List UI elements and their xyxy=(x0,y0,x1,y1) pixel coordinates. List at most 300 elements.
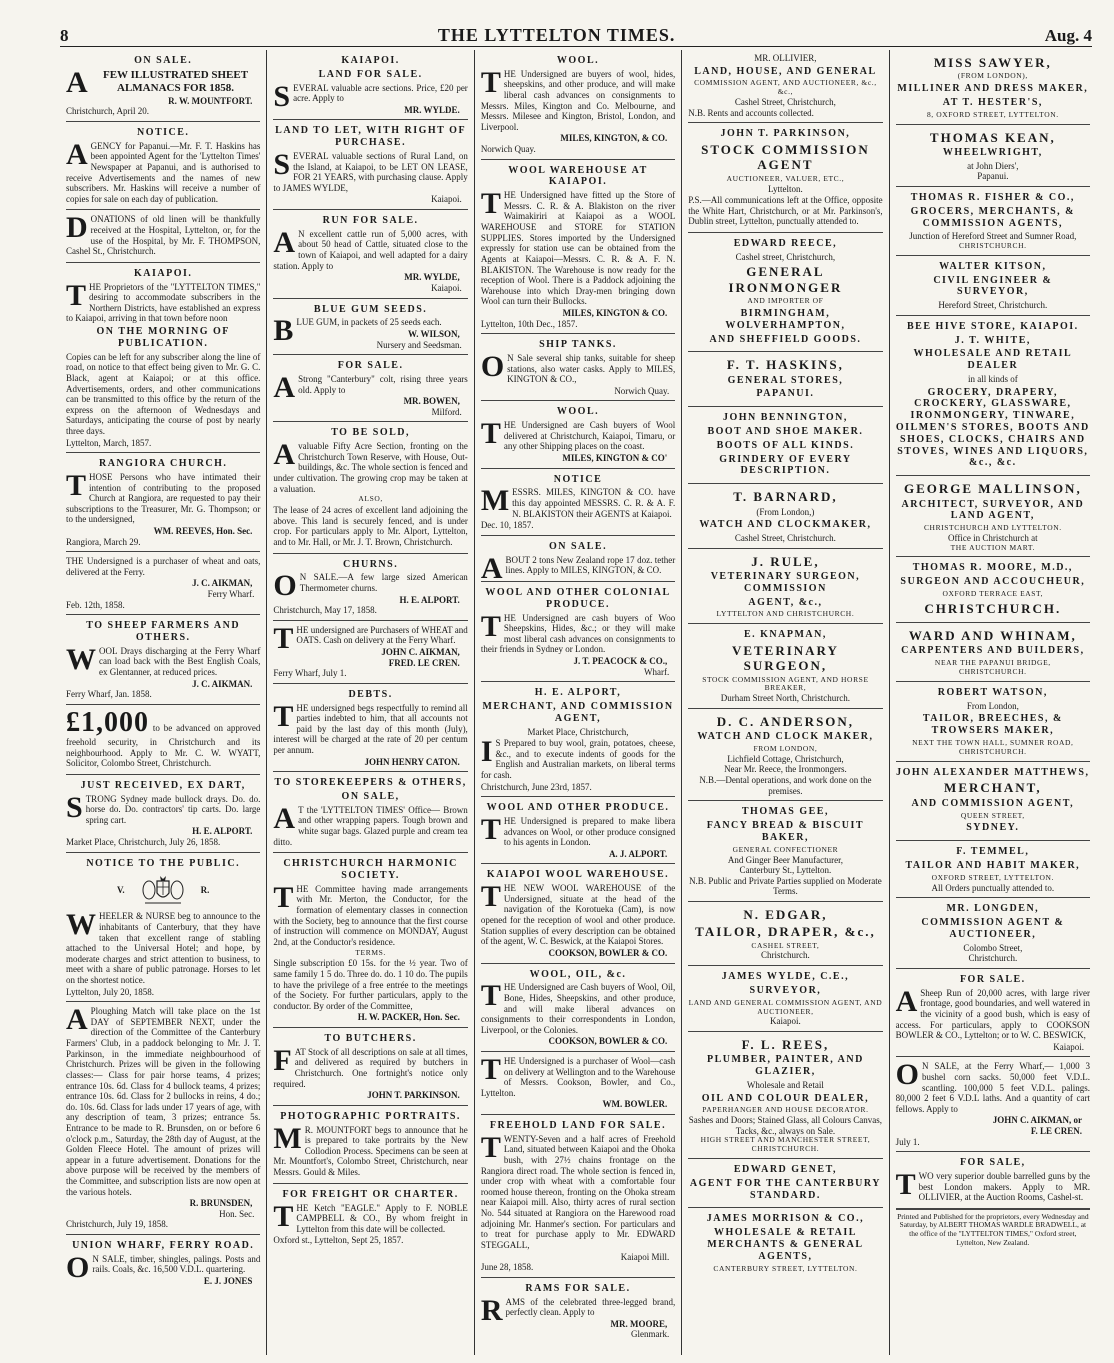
ad-signature: COOKSON, BOWLER & CO. xyxy=(548,1036,668,1047)
ad-date: Lyttelton, 10th Dec., 1857. xyxy=(480,318,578,329)
card-line: Christchurch. xyxy=(761,950,810,961)
ad-signature-title: Hon. Sec. xyxy=(219,1208,255,1219)
ad-signature-2: F. LE CREN. xyxy=(1030,1125,1083,1136)
card-line: WARD AND WHINAM, xyxy=(908,628,1077,644)
card-line: N.B. Rents and accounts collected. xyxy=(688,107,814,118)
card-line: SURVEYOR, xyxy=(749,984,822,996)
card-line: WALTER KITSON, xyxy=(939,260,1047,272)
ad-debts xyxy=(273,684,467,772)
card-line: F. L. REES, xyxy=(741,1036,830,1052)
card-line: GROCERS, MERCHANTS, & COMMISSION AGENTS, xyxy=(910,205,1075,229)
card-line: Wholesale and Retail xyxy=(746,1079,824,1090)
card-line: E. KNAPMAN, xyxy=(743,629,827,641)
card-knapman xyxy=(688,624,882,709)
ad-body: RAMS of the celebrated three-legged brand, perfectly clean. Apply to xyxy=(480,1293,676,1327)
ad-body: STRONG Sydney made bullock drays. Do. do. horse do. Do. contractors' tip carts. Do. large spring cart. xyxy=(66,790,261,825)
card-line: T. BARNARD, xyxy=(733,489,838,505)
card-gee xyxy=(688,801,882,902)
ad-heading: FOR SALE. xyxy=(959,973,1026,985)
ad-subheading: ON THE MORNING OF PUBLICATION. xyxy=(96,326,230,349)
ad-to-be-sold xyxy=(273,422,467,553)
ad-kaiapoi-wool-warehouse xyxy=(481,864,675,963)
ad-freehold-land xyxy=(481,1115,675,1278)
ad-signature: MR. BOWEN, xyxy=(403,396,460,407)
card-line: THOMAS GEE, xyxy=(741,806,829,818)
card-bennington xyxy=(688,407,882,484)
issue-date: Aug. 4 xyxy=(1044,26,1092,45)
ad-body: ON Sale several ship tanks, suitable for sheep stations, also water casks. Apply to MILES, KINGTON & CO., xyxy=(480,349,676,385)
card-anderson xyxy=(688,709,882,801)
ad-signature-place: Kaiapoi Mill. xyxy=(620,1251,670,1262)
printer-imprint: Printed and Published for the proprietors, every Wednesday and Saturday, by ALBERT THOMAS WARDLE BRADWELL, at the office of the "LYTTELTON TIMES," Oxford street, Lyttelton, New Zealand. xyxy=(896,1209,1090,1248)
ad-heading: KAIAPOI. xyxy=(341,55,400,66)
ad-wool xyxy=(481,50,675,160)
card-line: CIVIL ENGINEER & SURVEYOR, xyxy=(933,274,1053,298)
card-line: THOMAS R. MOORE, M.D., xyxy=(912,562,1073,574)
card-line: Junction of Hereford Street and Sumner Road, xyxy=(909,231,1077,242)
card-line: in all kinds of xyxy=(967,373,1018,384)
card-line: Colombo Street, xyxy=(963,942,1023,953)
card-line: SYDNEY. xyxy=(966,822,1020,834)
card-line: STOCK COMMISSION AGENT xyxy=(701,142,870,173)
card-kitson xyxy=(896,256,1090,316)
card-wylde xyxy=(688,966,882,1032)
ad-freight xyxy=(273,1184,467,1250)
ad-body: WOOL Drays discharging at the Ferry Wharf can load back with the Best English Coals, ex Glentanner, at reduced prices. xyxy=(66,642,261,678)
card-sawyer xyxy=(896,50,1090,125)
ad-date: July 1. xyxy=(895,1136,920,1147)
ad-heading: NOTICE xyxy=(553,473,603,485)
ad-body: DONATIONS of old linen will be thankfully received at the Hospital, Lyttelton, or, for the use of the Hospital, by Mr. F. THOMPSON, Cashel St., Christchurch. xyxy=(66,211,261,257)
card-line: From London, xyxy=(966,700,1019,711)
card-line: FROM LONDON, xyxy=(753,744,818,754)
ad-body: TWENTY-Seven and a half acres of Freehold Land, situated between Kaiapoi and the Ohoka bush, with 27½ chains frontage on the Rangiora direct road. The whole section is fenced in, under crop with wheat with a comfortable four roomed house thereon, fronting on the Ohoka stream near Kaiapoi mill. Also, thirty acres of rural section No. 544 situated at Rangiora on the Harewood road adjoining Mr. Hanmer's section. For particulars and to treat for purchase apply to Mr. EDWARD STEGGALL, xyxy=(480,1130,676,1250)
ad-body: THE Undersigned have fitted up the Store of Messrs. C. R. & A. Blakiston on the river Waimakiriri at Kaiapoi as a WOOL WAREHOUSE and STORE for STATION SUPPLIES. Stores imported by the Undersigned expressly for station use can be obtained from the Agents at Kaiapoi—Messrs. C. R. & A. F. N. BLAKISTON. The Warehouse is now ready for the reception of Wool. There is a Paddock adjoining the Warehouse into which Dray-men bringing down Wool can turn their Bullocks. xyxy=(480,187,676,307)
card-line: BIRMINGHAM, WOLVERHAMPTON, xyxy=(725,307,846,331)
card-line: EDWARD GENET, xyxy=(733,1164,838,1176)
card-longden xyxy=(896,898,1090,969)
column-1 xyxy=(60,50,267,1355)
ad-heading: TO SHEEP FARMERS AND OTHERS. xyxy=(86,620,241,644)
ad-heading: SHIP TANKS. xyxy=(539,339,617,351)
column-5 xyxy=(890,50,1096,1355)
ad-body: THE Undersigned is a purchaser of wheat and oats, delivered at the Ferry. xyxy=(66,556,261,577)
ad-body: ON SALE, timber, shingles, palings. Posts and rails. Coals, &c. 16,500 V.D.L. quartering. xyxy=(66,1250,261,1284)
ad-heading: LAND TO LET, WITH RIGHT OF PURCHASE. xyxy=(275,125,467,149)
card-line: Lichfield Cottage, Christchurch, xyxy=(727,753,844,764)
card-line: COMMISSION AGENT & AUCTIONEER, xyxy=(921,917,1065,940)
ad-body: THE Undersigned is prepared to make libera advances on Wool, or other produce consigned to his agents in London. xyxy=(480,813,676,848)
ad-heading: CHURNS. xyxy=(342,558,399,570)
ad-donations xyxy=(66,210,260,262)
ad-date: Norwich Quay. xyxy=(480,144,536,155)
card-line: CANTERBURY STREET, LYTTELTON. xyxy=(713,1263,858,1273)
card-line: GENERAL CONFECTIONER xyxy=(732,844,839,854)
card-line: THOMAS KEAN, xyxy=(929,129,1056,145)
ad-body: THE Ketch "EAGLE." Apply to F. NOBLE CAMPBELL & CO., By whom freight in Lyttelton from this date will be collected. xyxy=(273,1199,468,1234)
card-line: MILLINER AND DRESS MAKER, xyxy=(897,83,1089,95)
card-line: SURGEON AND ACCOUCHEUR, xyxy=(900,576,1086,588)
ad-heading: RUN FOR SALE. xyxy=(322,215,419,227)
loan-amount: £1,000 xyxy=(66,706,149,738)
ad-body: Avaluable Fifty Acre Section, fronting on the Christchurch Town Reserve, with House, Out-buildings, &c. The whole section is fenced and under cultivation. The growing crop may be taken at a valuation. xyxy=(273,438,468,494)
card-line: And Ginger Beer Manufacturer, xyxy=(727,854,843,865)
ad-sheep-run xyxy=(896,969,1090,1057)
ad-subheading: LAND FOR SALE. xyxy=(318,68,423,80)
ad-body: IS Prepared to buy wool, grain, potatoes, cheese, &c., and to execute indents of goods for the English and Australian markets, on liberal terms for cash. xyxy=(480,735,676,780)
ad-colonial-produce xyxy=(481,582,675,682)
ad-date: Christchurch, June 23rd, 1857. xyxy=(480,781,592,792)
card-line: TAILOR, DRAPER, &c., xyxy=(695,924,876,940)
ad-signature: MILES, KINGTON & CO' xyxy=(562,453,668,464)
ad-heading: WOOL, OIL, &c. xyxy=(529,968,627,980)
card-line: COMMISSION AGENT, AND AUCTIONEER, &c., &c., xyxy=(694,78,877,97)
ad-date: June 28, 1858. xyxy=(480,1262,534,1273)
ad-body: Single subscription £0 15s. for the ½ year. Two of same family 1 5 do. Three do. do. 1 10 do. The pupils to have the privilege of a free entrée to the meetings of the Society. For further particulars, apply to the conductor. By order of the Committee, xyxy=(273,958,468,1011)
ad-notice-agents xyxy=(481,469,675,536)
ad-wheat-and-oats xyxy=(273,621,467,684)
card-line: WATCH AND CLOCK MAKER, xyxy=(697,731,874,743)
card-line: OXFORD STREET, LYTTELTON. xyxy=(931,872,1055,882)
card-line: JAMES WYLDE, C.E., xyxy=(721,971,850,983)
card-moore xyxy=(896,557,1090,623)
card-line: THE AUCTION MART. xyxy=(950,542,1036,552)
card-line: JOHN BENNINGTON, xyxy=(722,412,848,424)
card-line: CHRISTCHURCH AND LYTTELTON. xyxy=(923,523,1062,533)
card-line: PAPERHANGER AND HOUSE DECORATOR. xyxy=(702,1105,869,1115)
card-line: (From London,) xyxy=(756,506,815,517)
ad-wool-2 xyxy=(481,401,675,468)
ad-signature: JOHN C. AIKMAN, or xyxy=(992,1115,1083,1126)
ad-body: THE NEW WOOL WAREHOUSE of the Undersigned, situate at the head of the navigation of the Korotueka (Cam), is now opened for the reception of wool and other produce. Station supplies of every description can be obtained of the agent, W. C. Beswick, at the Kaiapoi Stores. xyxy=(480,880,676,947)
ad-subheading: ON SALE, xyxy=(341,791,400,803)
card-line: THOMAS R. FISHER & CO., xyxy=(910,191,1075,203)
ad-signature: WM. REEVES, Hon. Sec. xyxy=(153,526,253,536)
ad-heading: NOTICE. xyxy=(136,126,190,138)
ad-heading: TO STOREKEEPERS & OTHERS, xyxy=(274,777,467,789)
card-line: Durham Street North, Christchurch. xyxy=(720,693,851,704)
ad-signature-place: Ferry Wharf. xyxy=(207,589,255,600)
card-line: VETERINARY SURGEON, xyxy=(731,642,839,674)
ad-heading: NOTICE TO THE PUBLIC. xyxy=(86,857,241,869)
card-line: Cashel Street, Christchurch, xyxy=(734,97,836,108)
ad-dart xyxy=(66,775,260,853)
card-line: HIGH STREET AND MANCHESTER STREET, CHRISTCHURCH. xyxy=(700,1135,871,1154)
ad-body: SEVERAL valuable acre sections. Price, £20 per acre. Apply to xyxy=(273,79,468,113)
card-line: All Orders punctually attended to. xyxy=(931,882,1055,893)
ad-run-for-sale xyxy=(273,210,467,298)
ad-date: Rangiora, March 29. xyxy=(66,536,141,547)
ad-signature-title: Nursery and Seedsman. xyxy=(376,339,462,350)
ad-ploughing-match xyxy=(66,1002,260,1235)
ad-body: AGENCY for Papanui.—Mr. F. T. Haskins has been appointed Agent for the 'Lyttelton Times' Newspaper at Papanui, and is authorised to receive Advertisements and the names of new subscribers. Mr. Haskins will receive a number of copies for sale on each day of publication. xyxy=(66,137,261,204)
ad-heading: RANGIORA CHURCH. xyxy=(98,458,228,470)
ad-date: Feb. 12th, 1858. xyxy=(66,599,125,610)
ad-churns xyxy=(273,554,467,621)
card-line: CHRISTCHURCH. xyxy=(924,600,1062,616)
ad-body: WHEELER & NURSE beg to announce to the inhabitants of Canterbury, that they have taken that excellent range of stabling attached to the Universal Hotel; and hope, by moderate charges and strict attention to business, to meet with a share of public patronage. Horses to let on the shortest notice. xyxy=(66,908,261,986)
ad-almanacs xyxy=(66,50,260,122)
ad-signature: J. T. PEACOCK & CO., xyxy=(573,655,668,666)
ad-signature-place: Kaiapoi. xyxy=(431,194,462,205)
ad-bowler xyxy=(481,1052,675,1115)
ad-heading: WOOL AND OTHER PRODUCE. xyxy=(486,802,670,814)
columns xyxy=(60,50,1096,1355)
ad-body: THOSE Persons who have intimated their intention of contributing to the proposed Church at Rangiora, are requested to pay their subscriptions to the Treasurer, Mr. G. Thompson; or to the undersigned, xyxy=(66,468,261,525)
ad-other-produce xyxy=(481,797,675,864)
ad-body: MR. MOUNTFORT begs to announce that he is prepared to take portraits by the New Collodion Process. Specimens can be seen at Mr. Mountfort's, Colombo Street, Christchurch, near Messrs. Gould & Miles. xyxy=(273,1121,468,1178)
ad-heading: RAMS FOR SALE. xyxy=(525,1282,631,1294)
card-line: QUEEN STREET, xyxy=(960,810,1025,820)
ad-heading: PHOTOGRAPHIC PORTRAITS. xyxy=(280,1110,461,1122)
ad-date: Christchurch, May 17, 1858. xyxy=(273,605,377,616)
masthead xyxy=(60,22,1092,47)
card-line: ARCHITECT, SURVEYOR, AND LAND AGENT, xyxy=(901,498,1085,522)
card-line: EDWARD REECE, xyxy=(733,238,838,250)
card-line: MISS SAWYER, xyxy=(933,55,1052,70)
ad-heading: BLUE GUM SEEDS. xyxy=(313,303,428,315)
ad-signature: JOHN HENRY CATON. xyxy=(364,756,460,767)
royal-crest xyxy=(66,873,260,907)
ad-heading: WOOL AND OTHER COLONIAL PRODUCE. xyxy=(485,586,671,610)
ad-signature: H. E. ALPORT. xyxy=(192,826,253,837)
ad-body: ON SALE.—A few large sized American Thermometer churns. xyxy=(273,569,468,603)
card-line: WHOLESALE AND RETAIL DEALER xyxy=(913,348,1073,372)
card-line: 8, OXFORD STREET, LYTTELTON. xyxy=(926,109,1059,119)
ad-signature: WM. BOWLER. xyxy=(602,1099,668,1110)
ad-photographic xyxy=(273,1106,467,1184)
ad-body: AN excellent cattle run of 5,000 acres, with about 50 head of Cattle, situated close to the town of Kaiapoi, and well adapted for a dairy station. Apply to xyxy=(273,225,468,271)
ad-heading: WOOL WAREHOUSE AT KAIAPOI. xyxy=(508,164,648,188)
card-line: CHRISTCHURCH. xyxy=(959,667,1027,677)
ad-signature: W. WILSON, xyxy=(408,328,460,339)
ad-address: Market Place, Christchurch, xyxy=(527,726,629,737)
card-line: GEORGE MALLINSON, xyxy=(903,481,1082,497)
card-line: N. EDGAR, xyxy=(743,906,828,922)
ad-signature: R. W. MOUNTFORT. xyxy=(168,95,253,106)
ad-body: MESSRS. MILES, KINGTON & CO. have this day appointed MESSRS. C. R. & A. F. N. BLAKISTON their AGENTS at Kaiapoi. xyxy=(480,484,676,519)
ad-land-to-let xyxy=(273,120,467,210)
ad-date: Oxford st., Lyttelton, Sept 25, 1857. xyxy=(273,1235,404,1246)
card-bee-hive xyxy=(896,316,1090,476)
royal-arms-icon xyxy=(141,873,185,907)
ad-signature: MR. MOORE, xyxy=(610,1318,668,1329)
ad-signature-place: Kaiapoi. xyxy=(1053,1041,1085,1052)
ad-subheading: MERCHANT, AND COMMISSION AGENT, xyxy=(482,700,674,724)
ad-body: ABOUT 2 tons New Zealand rope 17 doz. tether lines. Apply to MILES, KINGTON, & CO. xyxy=(480,551,676,585)
card-line: BOOT AND SHOE MAKER. xyxy=(707,426,864,438)
card-genet xyxy=(688,1159,882,1208)
ad-body: THE undersigned begs respectfully to remind all parties indebted to him, that all accounts not paid by the last day of this month (July), interest will be charged at the rate of 20 per centum per annum. xyxy=(273,699,468,756)
ad-date: Ferry Wharf, July 1. xyxy=(273,668,347,679)
ad-union-wharf xyxy=(66,1235,260,1291)
card-line: at John Diers', xyxy=(967,160,1019,171)
card-line: Christchurch. xyxy=(968,953,1018,964)
ad-body: AFEW ILLUSTRATED SHEET ALMANACS FOR 1858. xyxy=(66,65,249,99)
card-reece xyxy=(688,233,882,352)
card-line: Kaiapoi. xyxy=(770,1016,801,1027)
card-line: PAPANUI. xyxy=(756,388,815,400)
card-line: LAND AND GENERAL COMMISSION AGENT, AND AUCTIONEER, xyxy=(688,997,883,1016)
ad-body: THE Undersigned are Cash buyers of Wool delivered at Christchurch, Kaiapoi, Timaru, or any other Shipping places on the coast. xyxy=(480,417,676,452)
ad-body: THE Proprietors of the "LYTTELTON TIMES," desiring to accommodate subscribers in the Northern Districts, have established an express to Kaiapoi, arriving in that town before noon xyxy=(66,278,261,324)
ad-date: Lyttelton, July 20, 1858. xyxy=(66,986,155,997)
ad-signature-place: Milford. xyxy=(431,406,462,417)
ad-rams xyxy=(481,1278,675,1344)
ad-date: Market Place, Christchurch, July 26, 1858. xyxy=(66,836,221,847)
card-line: N.B. Public and Private Parties supplied on Moderate Terms. xyxy=(689,875,882,897)
ad-signature: J. C. AIKMAN. xyxy=(192,678,253,689)
card-line: AUCTIONEER, VALUER, ETC., xyxy=(726,173,845,183)
card-line: J. T. WHITE, xyxy=(954,334,1031,346)
ad-heading: KAIAPOI WOOL WAREHOUSE. xyxy=(486,869,670,881)
ad-terms: TERMS. xyxy=(355,947,386,957)
card-line: WHOLESALE & RETAIL MERCHANTS & GENERAL AGENTS, xyxy=(707,1227,864,1262)
card-line: TAILOR, BREECHES, & TROWSERS MAKER, xyxy=(922,713,1063,737)
card-line: ROBERT WATSON, xyxy=(937,686,1048,698)
ad-body: BLUE GUM, in packets of 25 seeds each. xyxy=(273,314,442,348)
crest-letter-v: V. xyxy=(117,885,125,896)
card-line: D. C. ANDERSON, xyxy=(716,713,855,729)
card-line: NEXT THE TOWN HALL, SUMNER ROAD, CHRISTCHURCH. xyxy=(912,737,1074,756)
card-line: AT T. HESTER'S, xyxy=(942,96,1043,108)
ad-signature: MR. WYLDE. xyxy=(404,104,460,115)
ad-storekeepers xyxy=(273,772,467,853)
ad-body: ASheep Run of 20,000 acres, with large river frontage, good boundaries, and well watered in the vicinity of a good bush, which is easy of access. For particulars, apply to COOKSON BOWLER & CO., Lyttelton; or to W. C. BESWICK, xyxy=(895,984,1091,1041)
ad-heading: TO BUTCHERS. xyxy=(324,1033,417,1045)
card-line: Cashel street, Christchurch, xyxy=(735,251,836,262)
ad-signature: MR. WYLDE, xyxy=(404,272,460,283)
card-ollivier xyxy=(688,50,882,123)
ad-signature: JOHN C. AIKMAN, xyxy=(381,646,460,657)
card-parkinson xyxy=(688,123,882,233)
ad-wheat-oats xyxy=(66,552,260,615)
card-line: PLUMBER, PAINTER, AND GLAZIER, xyxy=(706,1054,864,1078)
ad-rope xyxy=(480,536,676,585)
ad-body: THE Committee having made arrangements with Mr. Merton, the Conductor, for the formation of elementary classes in connection with the Society, beg to announce that the first course of instruction will commence on MONDAY, August 2nd, at the Conductor's residence. xyxy=(273,880,468,947)
ad-heading: ON SALE. xyxy=(134,55,193,66)
card-line: GENERAL IRONMONGER xyxy=(728,264,843,295)
page-number: 8 xyxy=(60,26,69,45)
card-line: BOOTS OF ALL KINDS. xyxy=(716,439,855,451)
card-mallinson xyxy=(896,476,1090,557)
card-line: JOHN T. PARKINSON, xyxy=(720,128,851,140)
ad-body: TWO very superior double barrelled guns by the best London makers. Apply to MR. OLLIVIER, at the Auction Rooms, Cashel-st. xyxy=(895,1168,1091,1203)
card-line: TAILOR AND HABIT MAKER, xyxy=(905,860,1081,872)
ad-signature-2: FRED. LE CREN. xyxy=(388,657,460,668)
card-matthews xyxy=(896,762,1090,842)
card-line: AND SHEFFIELD GOODS. xyxy=(709,333,862,345)
card-edgar xyxy=(688,902,882,966)
ad-signature: E. J. JONES xyxy=(203,1276,253,1287)
ad-date: Ferry Wharf, Jan. 1858. xyxy=(66,689,152,700)
card-rees xyxy=(688,1032,882,1159)
card-line: F. T. HASKINS, xyxy=(726,357,844,373)
ad-notice-papanui xyxy=(66,122,260,210)
ad-wool-oil xyxy=(481,964,675,1052)
ad-body: THE Undersigned is a purchaser of Wool—cash on delivery at Wellington and to the Warehouse of Messrs. Cookson, Bowler, and Co., Lyttelton. xyxy=(480,1052,676,1098)
card-line: AND COMMISSION AGENT, xyxy=(911,797,1075,809)
ad-loan xyxy=(66,705,260,775)
ad-guns xyxy=(896,1152,1090,1209)
card-line: MR. LONGDEN, xyxy=(946,903,1040,915)
card-line: P.S.—All communications left at the Office, opposite the White Hart, Christchurch, or at Mr. Parkinson's, Dublin street, Lyttelton, punctually attended to. xyxy=(688,195,883,227)
ad-heading: CHRISTCHURCH HARMONIC SOCIETY. xyxy=(283,858,458,882)
ad-body: to be advanced on approved freehold security, in Christchurch and its neighbourhood. Apply to Mr. C. W. WYATT, Solicitor, Colombo Street, Christchurch. xyxy=(66,722,261,769)
card-line: JAMES MORRISON & CO., xyxy=(706,1213,865,1225)
ad-body: Copies can be left for any subscriber along the line of road, on notice to that effect being given to Mr. G. C. Black, agent at Kaiapoi; or at this office. Advertisements, orders, and other communications can be transmitted to this office by the return of the express on the afternoon of Wednesdays and Saturdays, anticipating the course of post by nearly three days. xyxy=(66,351,261,436)
card-line: MERCHANT, xyxy=(944,780,1042,796)
card-line: CHRISTCHURCH. xyxy=(959,240,1027,250)
card-line: AGENT FOR THE CANTERBURY STANDARD. xyxy=(689,1177,881,1201)
card-line: MR. OLLIVIER, xyxy=(754,53,817,63)
ad-signature: COOKSON, BOWLER & CO. xyxy=(548,947,668,958)
ad-signature-place: Wharf. xyxy=(643,666,670,677)
ad-body: THE Undersigned are Cash buyers of Wool, Oil, Bone, Hides, Sheepskins, and other produce, and will make liberal advances on consignments to their correspondents in London, Liverpool, or the Colonies. xyxy=(480,979,676,1035)
crest-letter-r: R. xyxy=(200,885,210,896)
card-line: NEAR THE PAPANUI BRIDGE, xyxy=(934,658,1051,668)
newspaper-title: THE LYTTELTON TIMES. xyxy=(437,25,676,45)
card-fisher xyxy=(896,187,1090,256)
card-line: GENERAL STORES, xyxy=(727,374,844,386)
card-line: AGENT, &c., xyxy=(748,596,823,608)
card-line: GRINDERY OF EVERY DESCRIPTION. xyxy=(719,453,852,477)
ad-signature: R. BRUNSDEN, xyxy=(189,1198,253,1209)
card-line: WHEELWRIGHT, xyxy=(942,146,1043,158)
card-barnard xyxy=(688,484,882,548)
column-4 xyxy=(682,50,889,1355)
card-line: J. RULE, xyxy=(751,553,820,569)
card-line: OIL AND COLOUR DEALER, xyxy=(701,1092,870,1104)
ad-body: AStrong "Canterbury" colt, rising three years old. Apply to xyxy=(273,370,468,404)
card-temmel xyxy=(896,841,1090,898)
card-watson xyxy=(896,682,1090,762)
ad-body: THE Undersigned are cash buyers of Woo Sheepskins, Hides, &c.; or they will make most liberal cash advances on consignments to their friends in Sydney or London. xyxy=(480,609,676,655)
ad-signature: H. E. ALPORT. xyxy=(399,594,460,605)
ad-colt xyxy=(273,355,467,422)
ad-signature-place: Glenmark. xyxy=(630,1329,670,1340)
ad-date: Christchurch, July 19, 1858. xyxy=(66,1219,168,1230)
ad-body: SEVERAL valuable sections of Rural Land, on the Island, at Kaiapoi, to be LET ON LEASE, FOR 21 YEARS, with purchasing clause. Apply to JAMES WYLDE, xyxy=(273,148,468,193)
card-ward-whinam xyxy=(896,623,1090,682)
card-line: Hereford Street, Christchurch. xyxy=(938,300,1048,311)
ad-signature: H. W. PACKER, Hon. Sec. xyxy=(357,1012,460,1023)
ad-signature: JOHN T. PARKINSON. xyxy=(367,1090,460,1101)
ad-heading: WOOL. xyxy=(556,406,600,418)
ad-signature-place: Kaiapoi. xyxy=(431,282,462,293)
ad-signature: J. C. AIKMAN, xyxy=(192,578,253,589)
ad-heading: JUST RECEIVED, EX DART, xyxy=(80,779,246,791)
card-line: GROCERY, DRAPERY, CROCKERY, GLASSWARE, IRONMONGERY, TINWARE, OILMEN'S STORES, BOOTS AND SHOES, CLOCKS, CHAIRS AND STOVES, WINES AND LIQUORS, &c., &c. xyxy=(895,386,1090,469)
ad-alport-merchant xyxy=(481,682,675,797)
card-line: OXFORD TERRACE EAST, xyxy=(942,588,1044,598)
ad-ferry-wharf xyxy=(896,1057,1090,1152)
ad-ship-tanks xyxy=(481,334,675,401)
card-line: FANCY BREAD & BISCUIT BAKER, xyxy=(706,820,865,843)
ad-signature: A. J. ALPORT. xyxy=(608,848,668,859)
card-line: VETERINARY SURGEON, COMMISSION xyxy=(710,570,861,594)
ad-wheeler-nurse xyxy=(66,853,260,1003)
ad-heading: ON SALE. xyxy=(548,540,608,552)
card-line: Office in Christchurch at xyxy=(948,532,1038,543)
card-line: AND IMPORTER OF xyxy=(747,296,824,306)
ad-wool-warehouse xyxy=(481,160,675,335)
ad-heading: TO BE SOLD, xyxy=(331,427,411,439)
ad-body: THE Undersigned are buyers of wool, hides, sheepskins, and other produce, and will make liberal cash advances on consignments to Messrs. Miles, Kington and Co. Melbourne, and Messrs. Milesee and Kington, Bristol, London, and Liverpool. xyxy=(480,65,676,132)
card-line: CASHEL STREET, xyxy=(751,940,820,950)
ad-harmonic-society xyxy=(273,853,467,1028)
ad-body: APloughing Match will take place on the 1st DAY of SEPTEMBER NEXT, under the direction of the Committee of the Canterbury Farmers' Club, in a paddock belonging to Mr. J. T. Parkinson, in the immediate neighbourhood of Christchurch. Prizes will be given in the following classes:— Class for pair horse teams, 4 prizes; entrance 10s. 6d. Class for 4 bullock teams, 4 prizes; entrance 10s. 6d. Class for 2 bullocks in reins, 4 do.; do. 10s. 6d. Class for lads under 17 years of age, with any description of team, 3 prizes; entrance 5s. Entrance to be made to R. Brunsden, on or before 6 o'clock p.m., Saturday, the 28th day of August, at the Golden Fleece Hotel. The amount of prizes will appear in a future advertisement. Donations for the above purpose will be received by the members of the Committee, and subscription lists are now open at the various hotels. xyxy=(66,1003,261,1197)
